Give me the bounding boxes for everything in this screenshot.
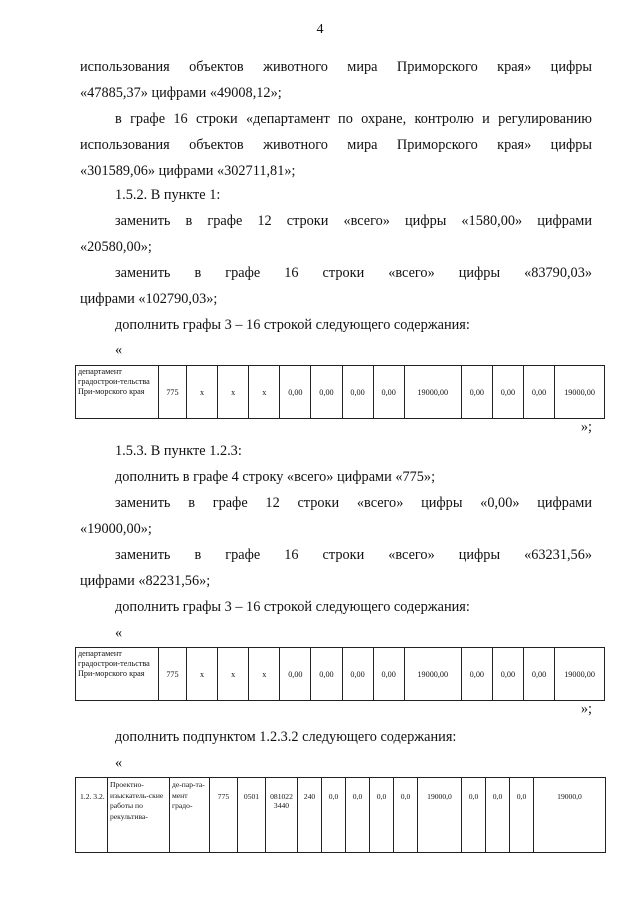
text-line: «20580,00»; bbox=[80, 239, 152, 255]
table-cell: x bbox=[249, 366, 280, 419]
table-cell: 0,00 bbox=[311, 648, 342, 701]
text-line: дополнить в графе 4 строку «всего» цифрами «775»; bbox=[115, 469, 436, 485]
table-cell: 0,00 bbox=[342, 648, 373, 701]
subsection-heading: 1.5.3. В пункте 1.2.3: bbox=[115, 443, 242, 459]
text-line: «47885,37» цифрами «49008,12»; bbox=[80, 85, 282, 101]
text-line: заменить в графе 12 строки «всего» цифры «0,00» цифрами bbox=[115, 495, 592, 511]
table-cell: 0,00 bbox=[311, 366, 342, 419]
text-line: дополнить подпунктом 1.2.3.2 следующего содержания: bbox=[115, 729, 457, 745]
table-cell: 19000,00 bbox=[404, 366, 461, 419]
text-line: заменить в графе 16 строки «всего» цифры «83790,03» bbox=[115, 265, 592, 281]
table-cell: 19000,00 bbox=[404, 648, 461, 701]
table-cell: 0,00 bbox=[342, 366, 373, 419]
table-cell-grbs: 775 bbox=[210, 778, 238, 853]
text-line: цифрами «102790,03»; bbox=[80, 291, 218, 307]
table-cell: x bbox=[186, 366, 217, 419]
table-cell: 19000,00 bbox=[555, 648, 605, 701]
text-line: заменить в графе 16 строки «всего» цифры «63231,56» bbox=[115, 547, 592, 563]
table-cell: 0,00 bbox=[280, 366, 311, 419]
table-cell: 0,0 bbox=[394, 778, 418, 853]
close-quote: »; bbox=[580, 701, 592, 717]
subsection-heading: 1.5.2. В пункте 1: bbox=[115, 187, 221, 203]
table-cell: 0,0 bbox=[322, 778, 346, 853]
table-cell: x bbox=[186, 648, 217, 701]
text-line: использования объектов животного мира Приморского края» цифры bbox=[80, 137, 592, 153]
table-cell-vr: 240 bbox=[298, 778, 322, 853]
text-line: заменить в графе 12 строки «всего» цифры «1580,00» цифрами bbox=[115, 213, 592, 229]
table-cell: 0,00 bbox=[524, 366, 555, 419]
table-cell: 0,00 bbox=[461, 648, 492, 701]
amendment-table-2 bbox=[75, 647, 605, 701]
amendment-table-3 bbox=[75, 777, 606, 853]
table-cell: 775 bbox=[158, 366, 186, 419]
table-cell: 19000,0 bbox=[418, 778, 462, 853]
table-cell-department: департамент градострои-тельства При-морского края bbox=[76, 648, 159, 701]
table-cell-department: департамент градострои-тельства При-морского края bbox=[76, 366, 159, 419]
table-cell: 0,0 bbox=[462, 778, 486, 853]
table-cell: 775 bbox=[158, 648, 186, 701]
table-cell: 19000,0 bbox=[534, 778, 606, 853]
text-line: использования объектов животного мира Приморского края» цифры bbox=[80, 59, 592, 75]
table-cell-item-name: Проектно-изыскатель-ские работы по рекультива- bbox=[108, 778, 170, 853]
text-line: «301589,06» цифрами «302711,81»; bbox=[80, 163, 296, 179]
text-line: в графе 16 строки «департамент по охране, контролю и регулированию bbox=[115, 111, 592, 127]
table-cell: 0,00 bbox=[524, 648, 555, 701]
table-cell: 0,0 bbox=[346, 778, 370, 853]
text-line: «19000,00»; bbox=[80, 521, 152, 537]
text-line: дополнить графы 3 – 16 строкой следующего содержания: bbox=[115, 317, 470, 333]
table-cell: x bbox=[218, 366, 249, 419]
table-cell: 0,00 bbox=[492, 366, 523, 419]
open-quote: « bbox=[115, 342, 123, 358]
open-quote: « bbox=[115, 625, 123, 641]
table-cell-item-number: 1.2. 3.2. bbox=[76, 778, 108, 853]
table-cell-rz: 0501 bbox=[238, 778, 266, 853]
table-cell: x bbox=[249, 648, 280, 701]
text-line: дополнить графы 3 – 16 строкой следующего содержания: bbox=[115, 599, 470, 615]
table-cell: 0,0 bbox=[486, 778, 510, 853]
table-cell: 0,00 bbox=[373, 366, 404, 419]
table-cell: 0,0 bbox=[370, 778, 394, 853]
table-cell: 0,00 bbox=[280, 648, 311, 701]
table-cell: 0,0 bbox=[510, 778, 534, 853]
table-cell-kcsr: 081022 3440 bbox=[266, 778, 298, 853]
table-cell: 0,00 bbox=[373, 648, 404, 701]
table-cell: 19000,00 bbox=[555, 366, 605, 419]
amendment-table-1 bbox=[75, 365, 605, 419]
open-quote: « bbox=[115, 755, 123, 771]
page-number: 4 bbox=[316, 22, 324, 37]
table-cell-responsible: де-пар-та-мент градо- bbox=[170, 778, 210, 853]
table-cell: 0,00 bbox=[461, 366, 492, 419]
text-line: цифрами «82231,56»; bbox=[80, 573, 211, 589]
table-cell: x bbox=[218, 648, 249, 701]
close-quote: »; bbox=[580, 419, 592, 435]
table-cell: 0,00 bbox=[492, 648, 523, 701]
